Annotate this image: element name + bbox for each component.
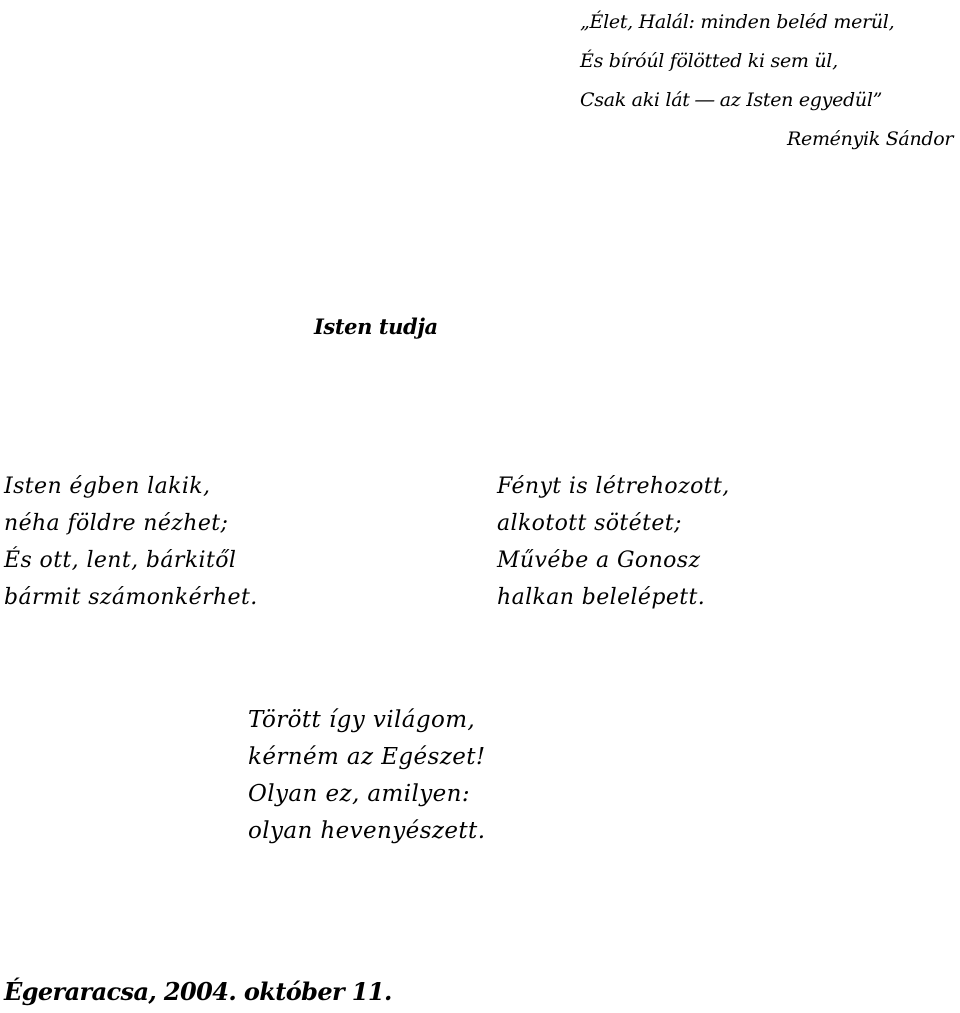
stanza-3 <box>248 702 486 850</box>
verse-line: Isten égben lakik, <box>4 474 211 499</box>
verse-line: És ott, lent, bárkitől <box>4 548 237 573</box>
poem-title: Isten tudja <box>314 314 438 339</box>
epigraph-attribution: Reményik Sándor <box>787 128 954 150</box>
verse-line: Törött így világom, <box>248 707 476 733</box>
stanza-2 <box>497 468 730 616</box>
verse-line: olyan hevenyészett. <box>248 818 486 844</box>
place-date: Égeraracsa, 2004. október 11. <box>4 977 392 1006</box>
epigraph-line: És bíróúl fölötted ki sem ül, <box>580 50 838 72</box>
verse-line: Fényt is létrehozott, <box>497 474 730 499</box>
epigraph-line: „Élet, Halál: minden beléd merül, <box>580 11 895 33</box>
verse-line: néha földre nézhet; <box>4 511 229 536</box>
verse-line: bármit számonkérhet. <box>4 585 258 610</box>
verse-line: alkotott sötétet; <box>497 511 682 536</box>
verse-line: kérném az Egészet! <box>248 744 486 770</box>
verse-line: Művébe a Gonosz <box>497 548 701 573</box>
verse-line: halkan belelépett. <box>497 585 706 610</box>
verse-line: Olyan ez, amilyen: <box>248 781 470 807</box>
epigraph <box>580 3 954 159</box>
stanza-1 <box>4 468 258 616</box>
epigraph-line: Csak aki lát ― az Isten egyedül” <box>580 89 883 111</box>
